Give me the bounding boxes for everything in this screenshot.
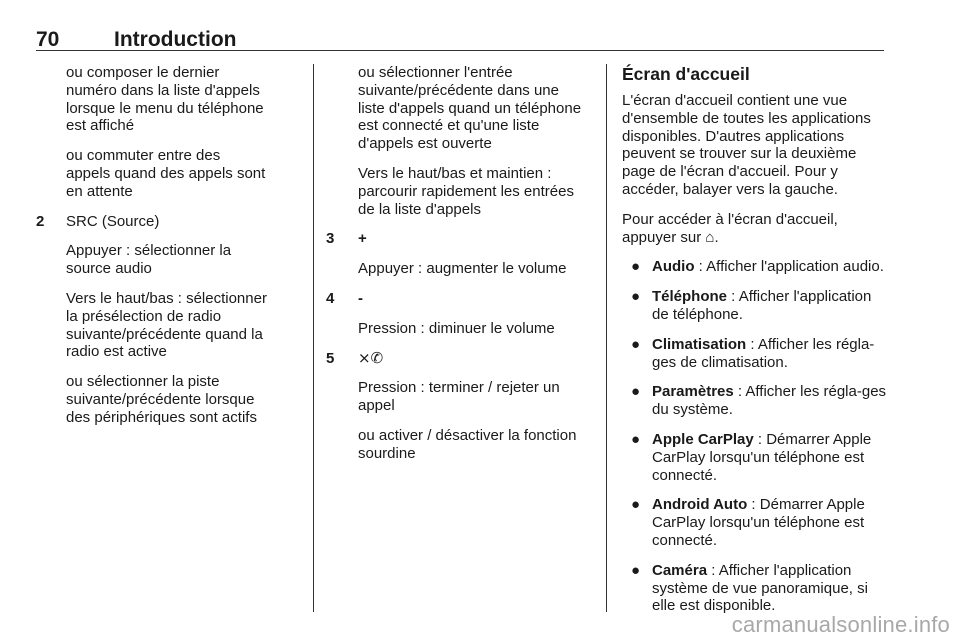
bullet-dot: ●	[631, 288, 641, 306]
item-number: 4	[326, 289, 335, 307]
list-term: Paramètres	[652, 383, 734, 401]
list-desc: : Afficher les régla-ges du système.	[652, 383, 887, 419]
control-item-2	[36, 213, 268, 427]
app-list	[622, 258, 890, 615]
list-term: Téléphone	[652, 288, 728, 306]
list-item	[622, 431, 890, 484]
item-number: 5	[326, 349, 335, 367]
list-item	[622, 383, 890, 419]
list-desc: : Afficher l'application système de vue panoramique, si elle est disponible.	[652, 561, 868, 615]
column-divider	[313, 64, 314, 612]
paragraph: Pression : diminuer le volume	[358, 319, 555, 337]
list-item	[622, 496, 890, 549]
list-desc: : Démarrer Apple CarPlay lorsqu'un téléphone est connecté.	[652, 430, 872, 484]
watermark[interactable]: carmanualsonline.info	[731, 612, 950, 637]
bullet-dot: ●	[631, 561, 641, 579]
control-item-3	[326, 230, 588, 278]
section-title: Écran d'accueil	[622, 64, 750, 84]
paragraph: L'écran d'accueil contient une vue d'ensemble de toutes les applications disponibles. D'autres applications peuvent se trouver sur la deuxième page de l'écran d'accueil. Pour y accéder, balayer vers la gauche.	[622, 92, 871, 198]
list-item	[622, 562, 890, 615]
column-right	[622, 64, 890, 627]
paragraph: Appuyer : augmenter le volume	[358, 260, 567, 278]
bullet-dot: ●	[631, 335, 641, 353]
paragraph: Pression : terminer / rejeter un appel	[358, 379, 560, 415]
running-title: Introduction	[114, 28, 237, 51]
list-term: Climatisation	[652, 335, 747, 353]
paragraph: ou activer / désactiver la fonction sourdine	[358, 426, 577, 462]
control-item-5	[326, 350, 588, 463]
paragraph: ou sélectionner la piste suivante/précédente lorsque des périphériques sont actifs	[66, 373, 257, 426]
item-label: SRC (Source)	[66, 212, 160, 230]
paragraph-end: .	[714, 228, 719, 246]
paragraph: ou commuter entre des appels quand des appels sont en attente	[66, 147, 266, 200]
paragraph: ou sélectionner l'entrée suivante/précédente dans une liste d'appels quand un téléphone est connecté et qu'une liste d'appels est ouverte	[358, 64, 582, 153]
item-number: 2	[36, 212, 45, 230]
list-desc: : Afficher l'application audio.	[694, 258, 884, 276]
bullet-dot: ●	[631, 383, 641, 401]
list-item	[622, 258, 890, 276]
item-label: +	[358, 230, 367, 248]
list-desc: : Afficher l'application de téléphone.	[652, 288, 872, 323]
column-middle	[326, 64, 588, 475]
list-desc: : Afficher les régla-ges de climatisation.	[652, 335, 875, 371]
page-number: 70	[36, 28, 60, 51]
list-item	[622, 336, 890, 372]
list-term: Audio	[652, 258, 695, 276]
item-label: -	[358, 289, 363, 307]
page-header	[36, 24, 884, 51]
bullet-dot: ●	[631, 496, 641, 514]
list-desc: : Démarrer Apple CarPlay lorsqu'un téléphone est connecté.	[652, 496, 865, 549]
paragraph: Appuyer : sélectionner la source audio	[66, 242, 232, 278]
list-term: Apple CarPlay	[652, 430, 754, 448]
home-icon: ⌂	[705, 228, 715, 246]
end-call-mute-icon: ⨯✆	[358, 349, 384, 367]
bullet-dot: ●	[631, 430, 641, 448]
list-term: Android Auto	[652, 496, 748, 514]
column-divider	[606, 64, 607, 612]
list-term: Caméra	[652, 561, 708, 579]
paragraph: Vers le haut/bas et maintien : parcourir rapidement les entrées de la liste d'appels	[358, 164, 574, 218]
paragraph: ou composer le dernier numéro dans la liste d'appels lorsque le menu du téléphone est affiché	[66, 64, 264, 135]
paragraph-text: Pour accéder à l'écran d'accueil, appuyer sur	[622, 210, 838, 246]
column-left	[36, 64, 268, 439]
paragraph	[622, 211, 890, 247]
paragraph: Vers le haut/bas : sélectionner la présélection de radio suivante/précédente quand la radio est active	[66, 289, 267, 361]
list-item	[622, 288, 890, 324]
bullet-dot: ●	[631, 258, 641, 276]
control-item-4	[326, 290, 588, 338]
item-number: 3	[326, 230, 335, 248]
